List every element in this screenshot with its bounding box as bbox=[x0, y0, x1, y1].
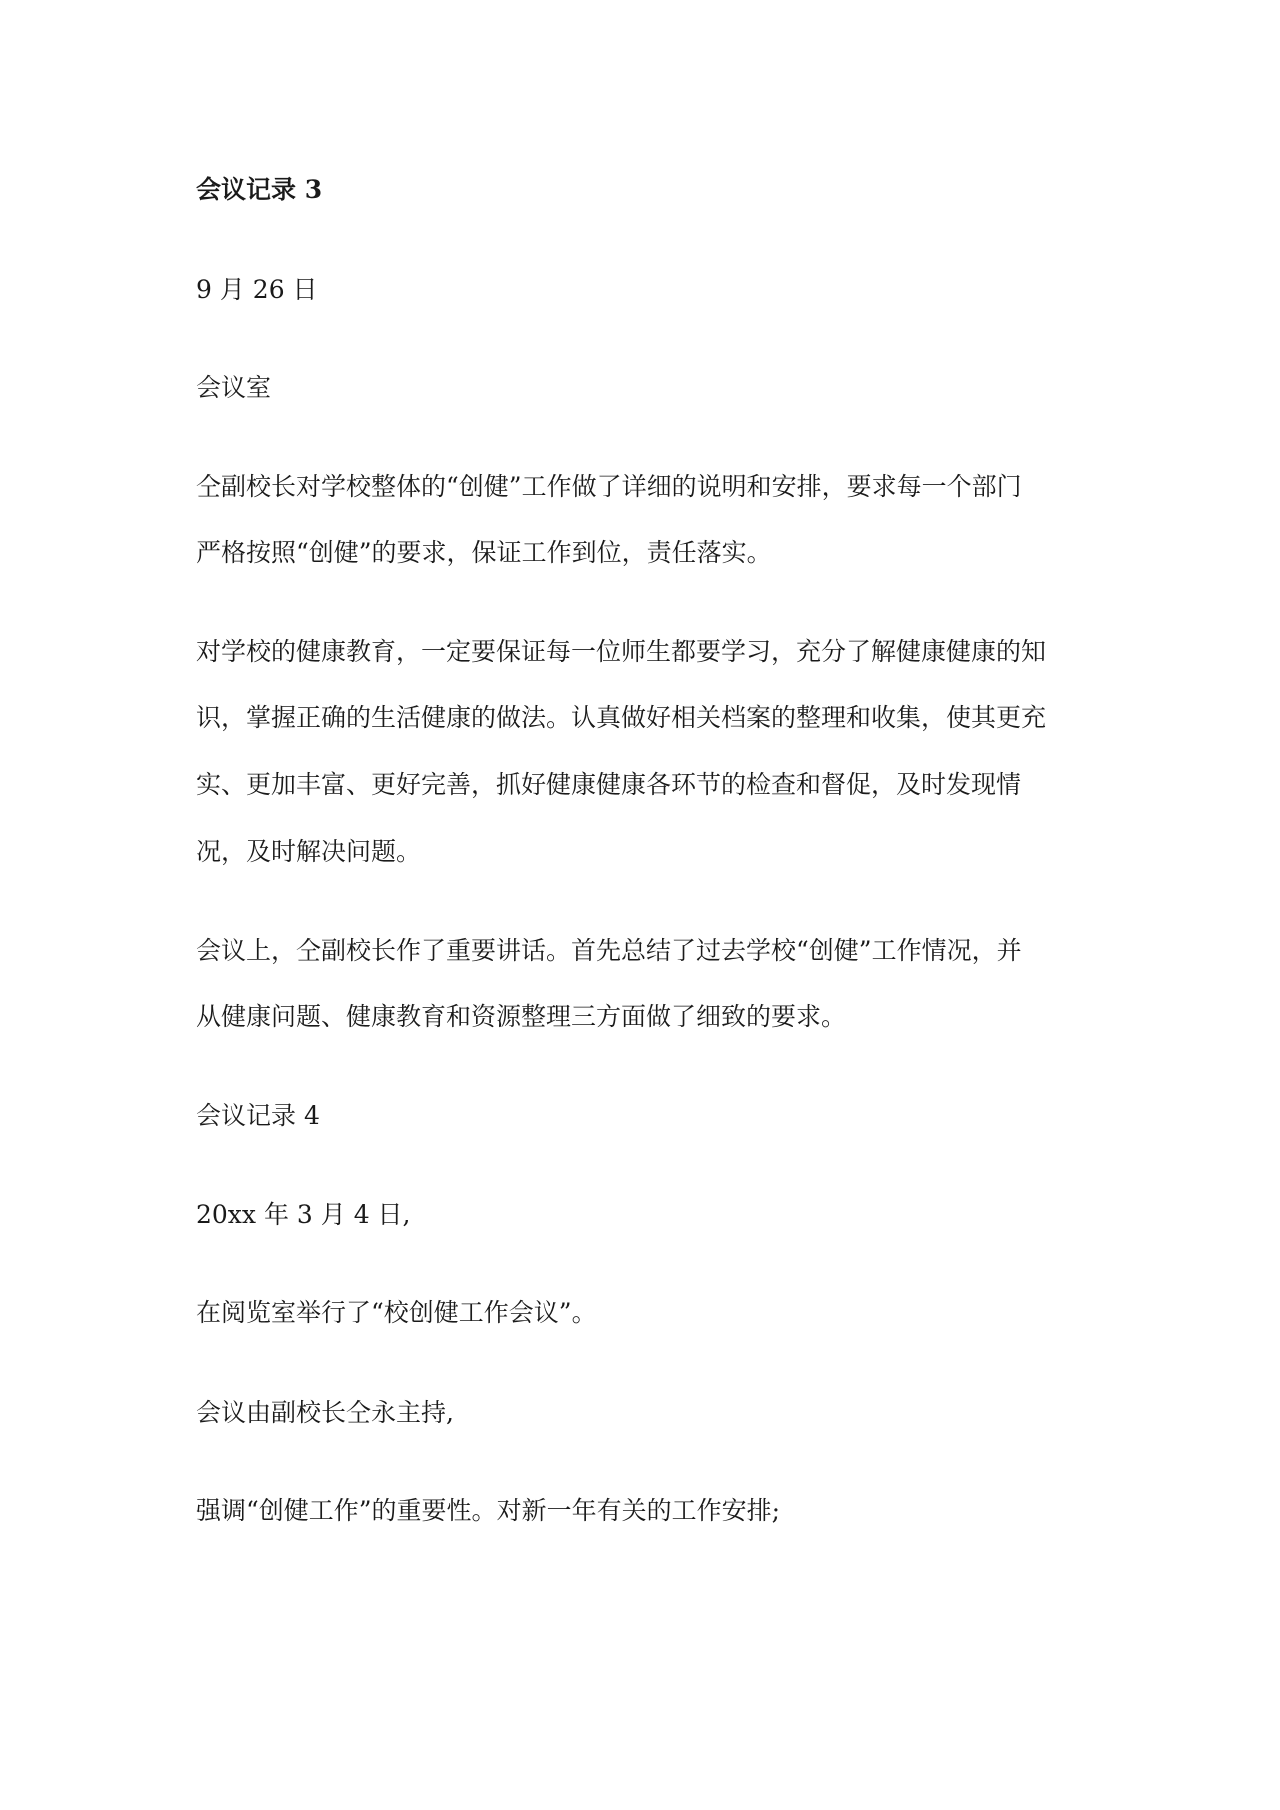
section4-line2: 会议由副校长仝永主持, bbox=[196, 1398, 454, 1427]
section3-heading: 会议记录 3 bbox=[196, 175, 323, 204]
section3-para1-line2: 严格按照“创健”的要求，保证工作到位，责任落实。 bbox=[196, 538, 772, 567]
section3-para2-line3: 实、更加丰富、更好完善，抓好健康健康各环节的检查和督促，及时发现情 bbox=[196, 770, 1022, 799]
section3-para2-line2: 识，掌握正确的生活健康的做法。认真做好相关档案的整理和收集，使其更充 bbox=[196, 703, 1047, 732]
section3-para3-line1: 会议上，仝副校长作了重要讲话。首先总结了过去学校“创健”工作情况，并 bbox=[196, 936, 1022, 965]
section3-para2-line4: 况，及时解决问题。 bbox=[196, 837, 422, 866]
section3-para2-line1: 对学校的健康教育，一定要保证每一位师生都要学习，充分了解健康健康的知 bbox=[196, 637, 1047, 666]
section4-date: 20xx 年 3 月 4 日, bbox=[196, 1200, 411, 1229]
section4-line3: 强调“创健工作”的重要性。对新一年有关的工作安排; bbox=[196, 1496, 780, 1525]
section3-location: 会议室 bbox=[196, 373, 272, 402]
section3-para1-line1: 仝副校长对学校整体的“创健”工作做了详细的说明和安排，要求每一个部门 bbox=[196, 472, 1022, 501]
section4-heading: 会议记录 4 bbox=[196, 1101, 320, 1130]
section3-date: 9 月 26 日 bbox=[196, 275, 318, 304]
section4-line1: 在阅览室举行了“校创健工作会议”。 bbox=[196, 1298, 597, 1327]
section3-para3-line2: 从健康问题、健康教育和资源整理三方面做了细致的要求。 bbox=[196, 1002, 847, 1031]
